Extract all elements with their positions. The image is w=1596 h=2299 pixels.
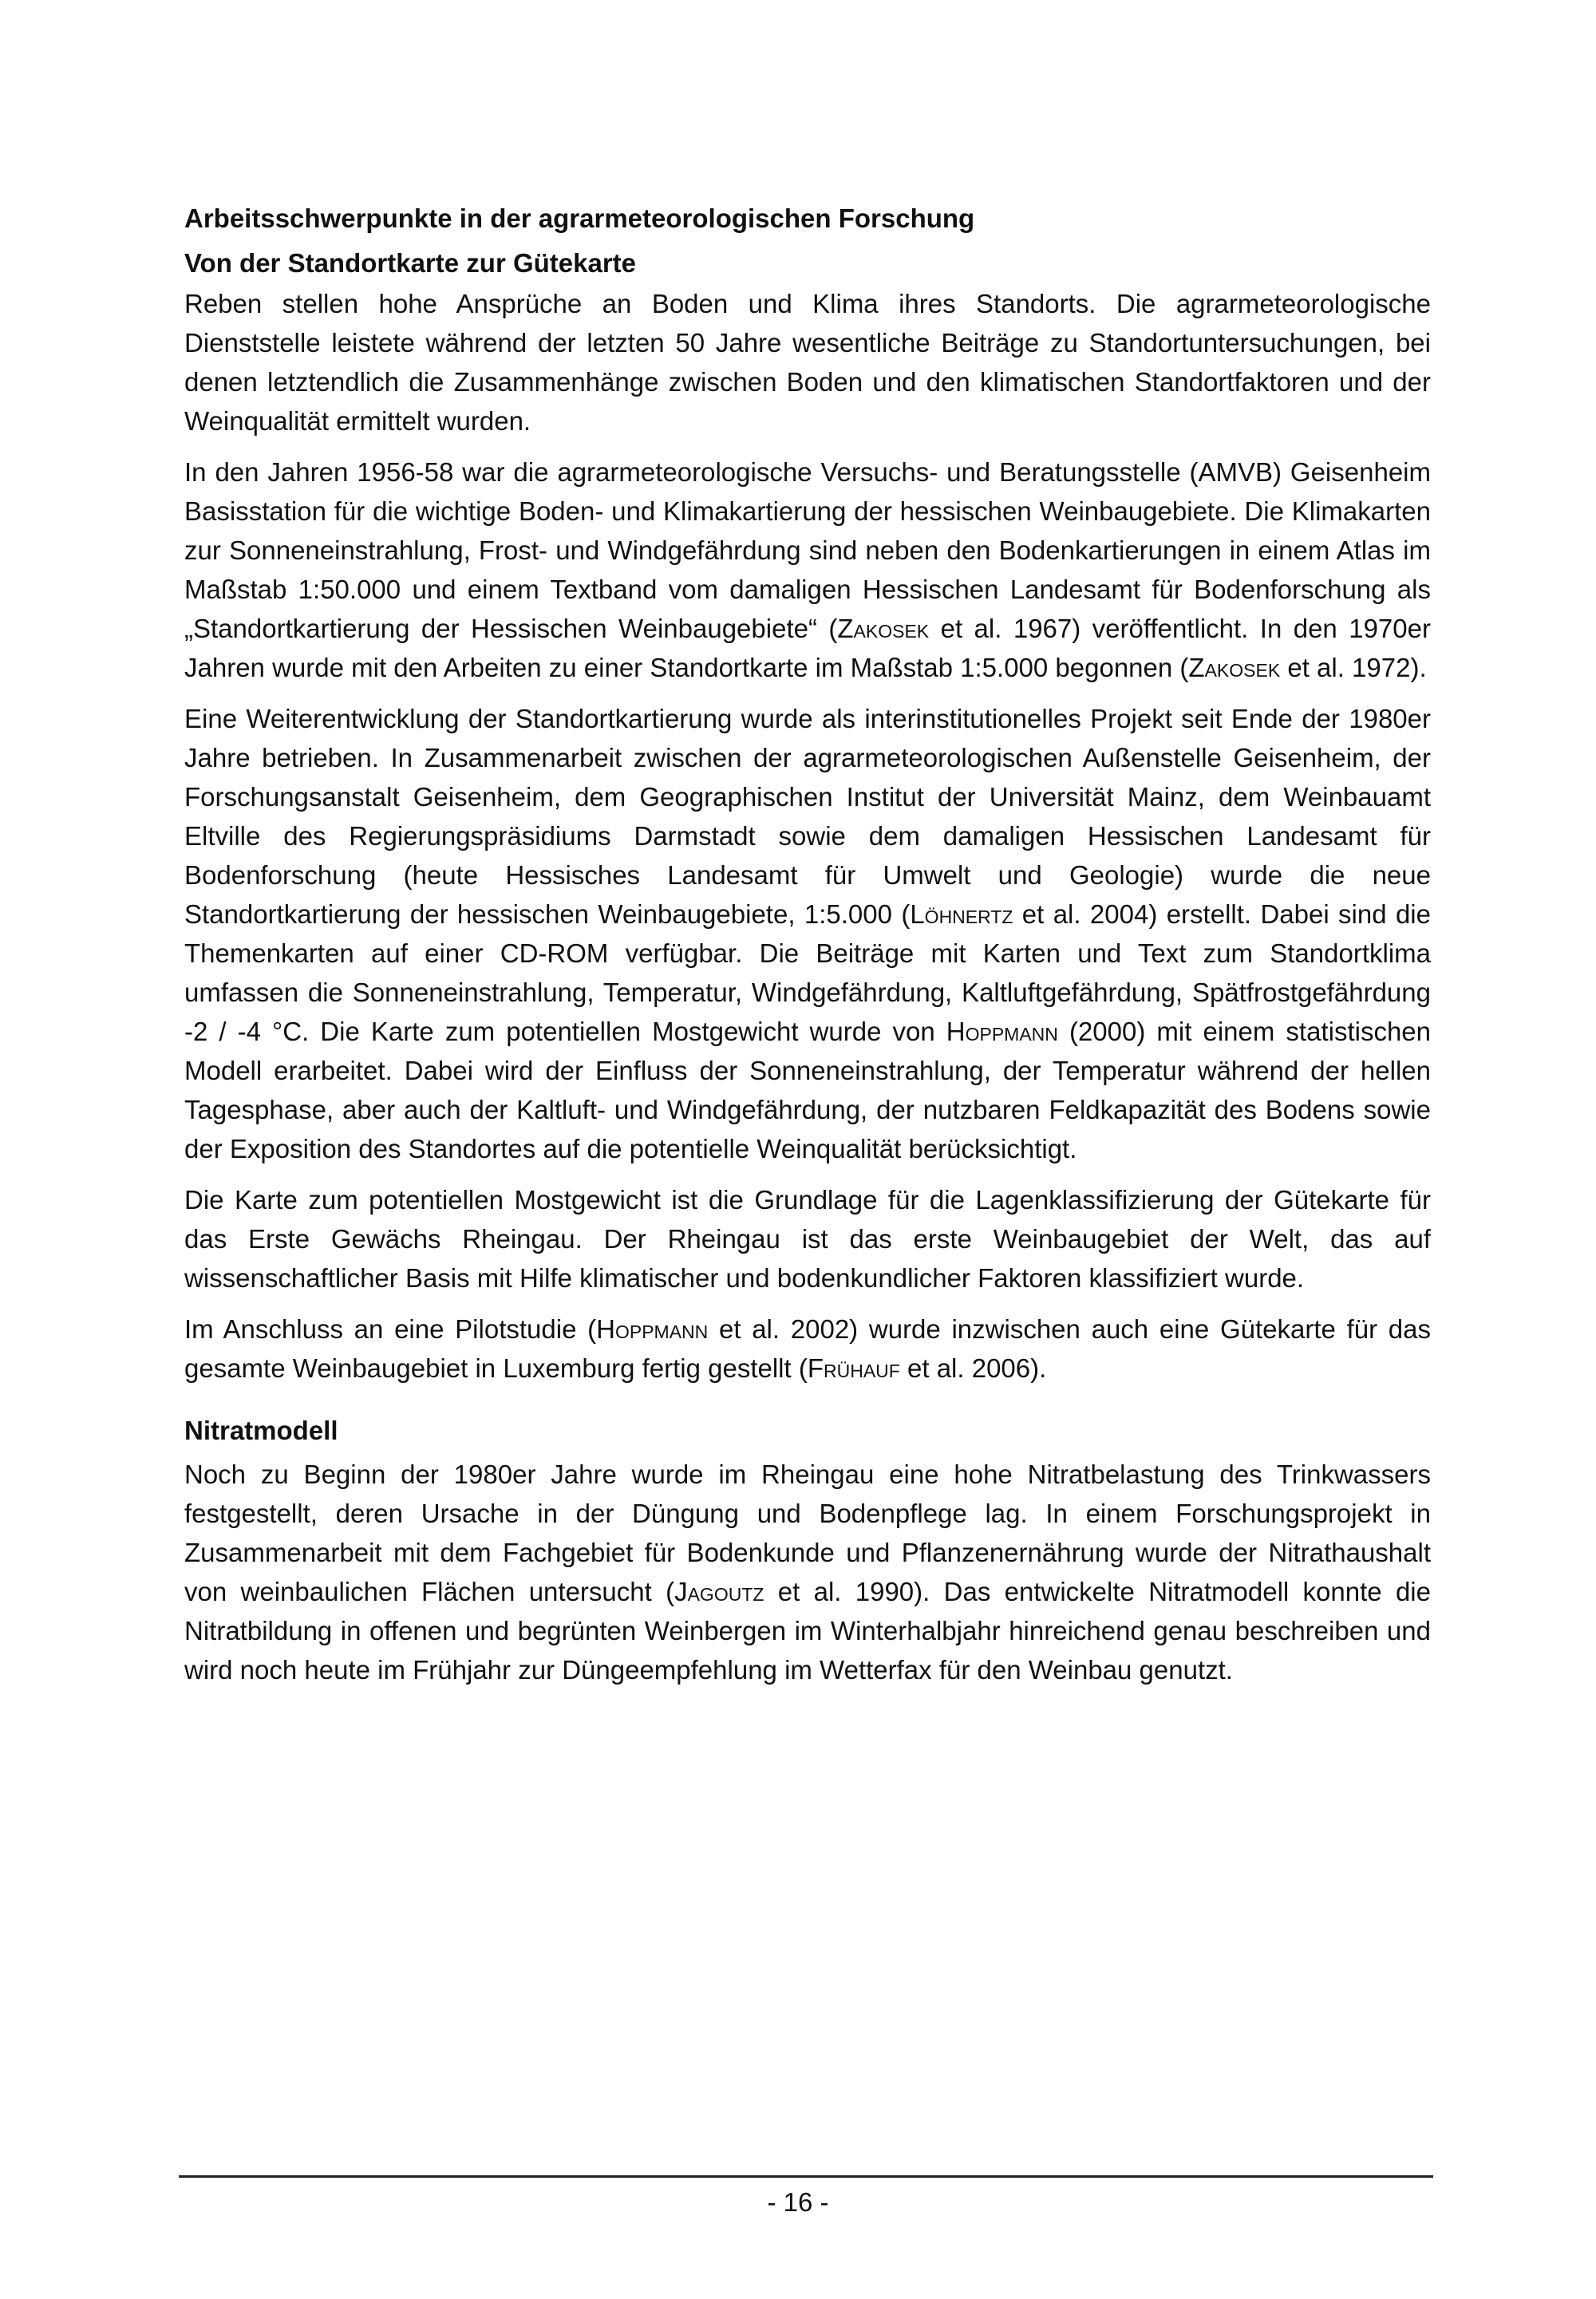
section-heading-standortkarte: Von der Standortkarte zur Gütekarte — [184, 248, 637, 278]
paragraph: Im Anschluss an eine Pilotstudie (Hoppmann et al. 2002) wurde inzwischen auch eine Gütekarte für das gesamte Weinbaugebiet in Luxemburg fertig gestellt (Frühauf et al. 2006). — [184, 1314, 1432, 1383]
section-body — [184, 284, 1431, 1388]
footer-divider — [179, 2175, 1433, 2178]
page-number: - 16 - — [767, 2187, 829, 2217]
citation-author: Hoppmann — [596, 1314, 709, 1344]
section-body — [184, 1455, 1431, 1689]
citation-author: Zakosek — [837, 614, 930, 643]
paragraph: Noch zu Beginn der 1980er Jahre wurde im Rheingau eine hohe Nitratbelastung des Trinkwassers festgestellt, deren Ursache in der Düngung und Bodenpflege lag. In einem Forschungsprojekt in Zusammenarbeit mit dem Fachgebiet für Bodenkunde und Pflanzenernährung wurde der Nitrathaushalt von weinbaulichen Flächen untersucht (Jagoutz et al. 1990). Das entwickelte Nitratmodell konnte die Nitratbildung in offenen und begrünten Weinbergen im Winterhalbjahr hinreichend genau beschreiben und wird noch heute im Frühjahr zur Düngeempfehlung im Wetterfax für den Weinbau genutzt. — [184, 1460, 1431, 1685]
main-heading: Arbeitsschwerpunkte in der agrarmeteorologischen Forschung — [184, 203, 975, 233]
document-page — [184, 199, 1431, 1701]
paragraph: Die Karte zum potentiellen Mostgewicht ist die Grundlage für die Lagenklassifizierung der Gütekarte für das Erste Gewächs Rheingau. Der Rheingau ist das erste Weinbaugebiet der Welt, das auf wissenschaftlicher Basis mit Hilfe klimatischer und bodenkundlicher Faktoren klassifiziert wurde. — [184, 1185, 1431, 1293]
citation-author: Hoppmann — [946, 1017, 1058, 1046]
section-nitratmodell — [184, 1412, 1431, 1689]
section-standortkarte — [184, 244, 1431, 1388]
paragraph: Reben stellen hohe Ansprüche an Boden und Klima ihres Standorts. Die agrarmeteorologische Dienststelle leistete während der letzten 50 Jahre wesentliche Beiträge zu Standortuntersuchungen, bei denen letztendlich die Zusammenhänge zwischen Boden und den klimatischen Standortfaktoren und der Weinqualität ermittelt wurden. — [184, 289, 1431, 436]
citation-author: Zakosek — [1188, 653, 1281, 682]
section-heading-nitratmodell: Nitratmodell — [184, 1416, 338, 1445]
citation-author: Löhnertz — [910, 899, 1013, 929]
paragraph: Eine Weiterentwicklung der Standortkartierung wurde als interinstitutionelles Projekt seit Ende der 1980er Jahre betrieben. In Zusammenarbeit zwischen der agrarmeteorologischen Außenstelle Geisenheim, der Forschungsanstalt Geisenheim, dem Geographischen Institut der Universität Mainz, dem Weinbauamt Eltville des Regierungspräsidiums Darmstadt sowie dem damaligen Hessischen Landesamt für Bodenforschung (heute Hessisches Landesamt für Umwelt und Geologie) wurde die neue Standortkartierung der hessischen Weinbaugebiete, 1:5.000 (Löhnertz et al. 2004) erstellt. Dabei sind die Themenkarten auf einer CD-ROM verfügbar. Die Beiträge mit Karten und Text zum Standortklima umfassen die Sonneneinstrahlung, Temperatur, Windgefährdung, Kaltluftgefährdung, Spätfrostgefährdung -2 / -4 °C. Die Karte zum potentiellen Mostgewicht wurde von Hoppmann (2000) mit einem statistischen Modell erarbeitet. Dabei wird der Einfluss der Sonneneinstrahlung, der Temperatur während der hellen Tagesphase, aber auch der Kaltluft- und Windgefährdung, der nutzbaren Feldkapazität des Bodens sowie der Exposition des Standortes auf die potentielle Weinqualität berücksichtigt. — [184, 704, 1431, 1163]
citation-author: Frühauf — [807, 1353, 900, 1383]
paragraph: In den Jahren 1956-58 war die agrarmeteorologische Versuchs- und Beratungsstelle (AMVB) Geisenheim Basisstation für die wichtige Boden- und Klimakartierung der hessischen Weinbaugebiete. Die Klimakarten zur Sonneneinstrahlung, Frost- und Windgefährdung sind neben den Bodenkartierungen in einem Atlas im Maßstab 1:50.000 und einem Textband vom damaligen Hessischen Landesamt für Bodenforschung als „Standortkartierung der Hessischen Weinbaugebiete“ (Zakosek et al. 1967) veröffentlicht. In den 1970er Jahren wurde mit den Arbeiten zu einer Standortkarte im Maßstab 1:5.000 begonnen (Zakosek et al. 1972). — [184, 457, 1431, 682]
citation-author: Jagoutz — [674, 1577, 764, 1606]
